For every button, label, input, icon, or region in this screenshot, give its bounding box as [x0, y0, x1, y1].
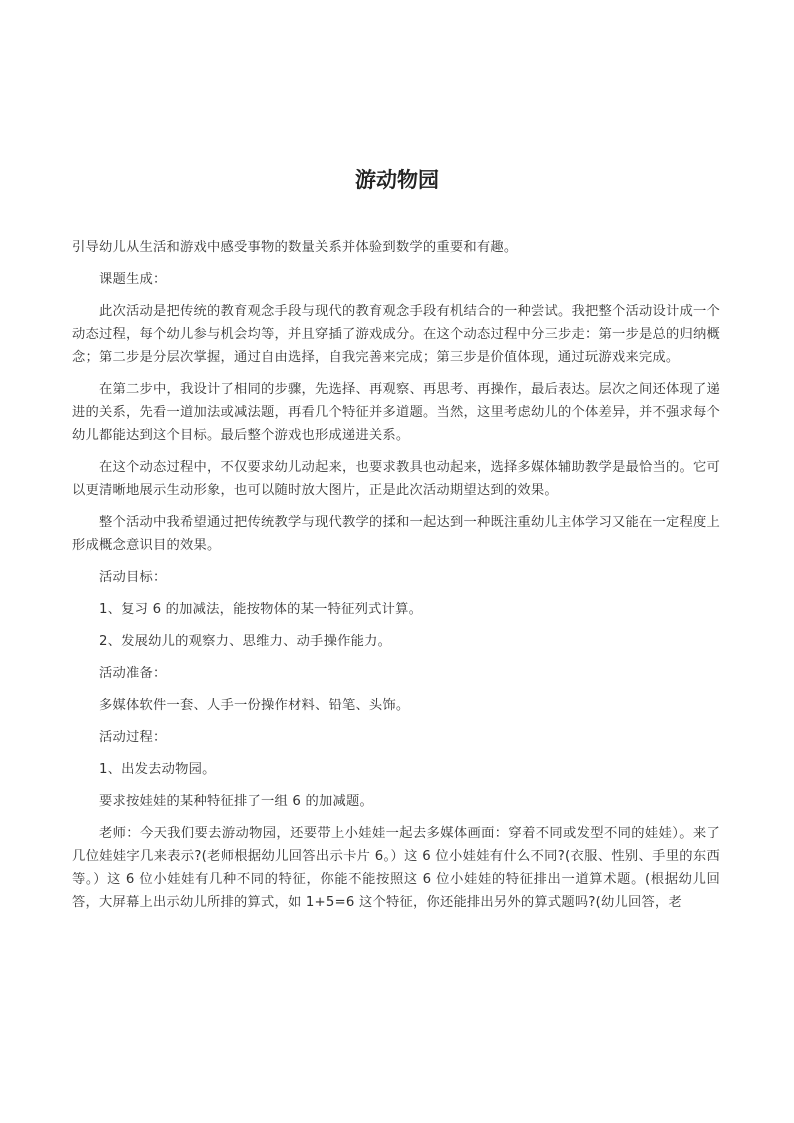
paragraph: 在第二步中，我设计了相同的步骤，先选择、再观察、再思考、再操作，最后表达。层次之间还体现了递进的关系，先看一道加法或减法题，再看几个特征并多道题。当然，这里考虑幼儿的个体差异，并不强求每个幼儿都能达到这个目标。最后整个游戏也形成递进关系。	[72, 382, 720, 443]
heading-activity-goals: 活动目标：	[99, 570, 167, 585]
paragraph: 要求按娃娃的某种特征排了一组 6 的加减题。	[99, 794, 373, 809]
list-item-step-1: 1、出发去动物园。	[99, 762, 216, 777]
heading-topic-generation: 课题生成：	[99, 272, 167, 287]
paragraph: 老师：今天我们要去游动物园，还要带上小娃娃一起去多媒体画面：穿着不同或发型不同的娃娃）。来了几位娃娃字几来表示?(老师根据幼儿回答出示卡片 6。）这 6 位小娃娃有什么不同?(衣服、性别、手里的东西等。）这 6 位小娃娃有几种不同的特征，你能不能按照这 6 位小娃娃的特征排出一道算术题。(根据幼儿回答，大屏幕上出示幼儿所排的算式，如 1+5=6 这个特征，你还能排出另外的算式题吗?(幼儿回答，老	[72, 826, 720, 910]
paragraph-materials: 多媒体软件一套、人手一份操作材料、铅笔、头饰。	[99, 698, 410, 713]
document-title: 游动物园	[355, 167, 439, 192]
document-body	[72, 236, 720, 923]
heading-activity-preparation: 活动准备：	[99, 666, 167, 681]
list-item-goal-1: 1、复习 6 的加减法，能按物体的某一特征列式计算。	[99, 602, 423, 617]
paragraph-intro: 引导幼儿从生活和游戏中感受事物的数量关系并体验到数学的重要和有趣。	[72, 240, 518, 255]
list-item-goal-2: 2、发展幼儿的观察力、思维力、动手操作能力。	[99, 634, 392, 649]
paragraph: 整个活动中我希望通过把传统教学与现代教学的揉和一起达到一种既注重幼儿主体学习又能在一定程度上形成概念意识目的效果。	[72, 515, 720, 553]
paragraph: 在这个动态过程中，不仅要求幼儿动起来，也要求教具也动起来，选择多媒体辅助教学是最恰当的。它可以更清晰地展示生动形象，也可以随时放大图片，正是此次活动期望达到的效果。	[72, 460, 720, 498]
paragraph: 此次活动是把传统的教育观念手段与现代的教育观念手段有机结合的一种尝试。我把整个活动设计成一个动态过程，每个幼儿参与机会均等，并且穿插了游戏成分。在这个动态过程中分三步走：第一步是总的归纳概念；第二步是分层次掌握，通过自由选择，自我完善来完成；第三步是价值体现，通过玩游戏来完成。	[72, 304, 720, 365]
heading-activity-process: 活动过程：	[99, 730, 167, 745]
